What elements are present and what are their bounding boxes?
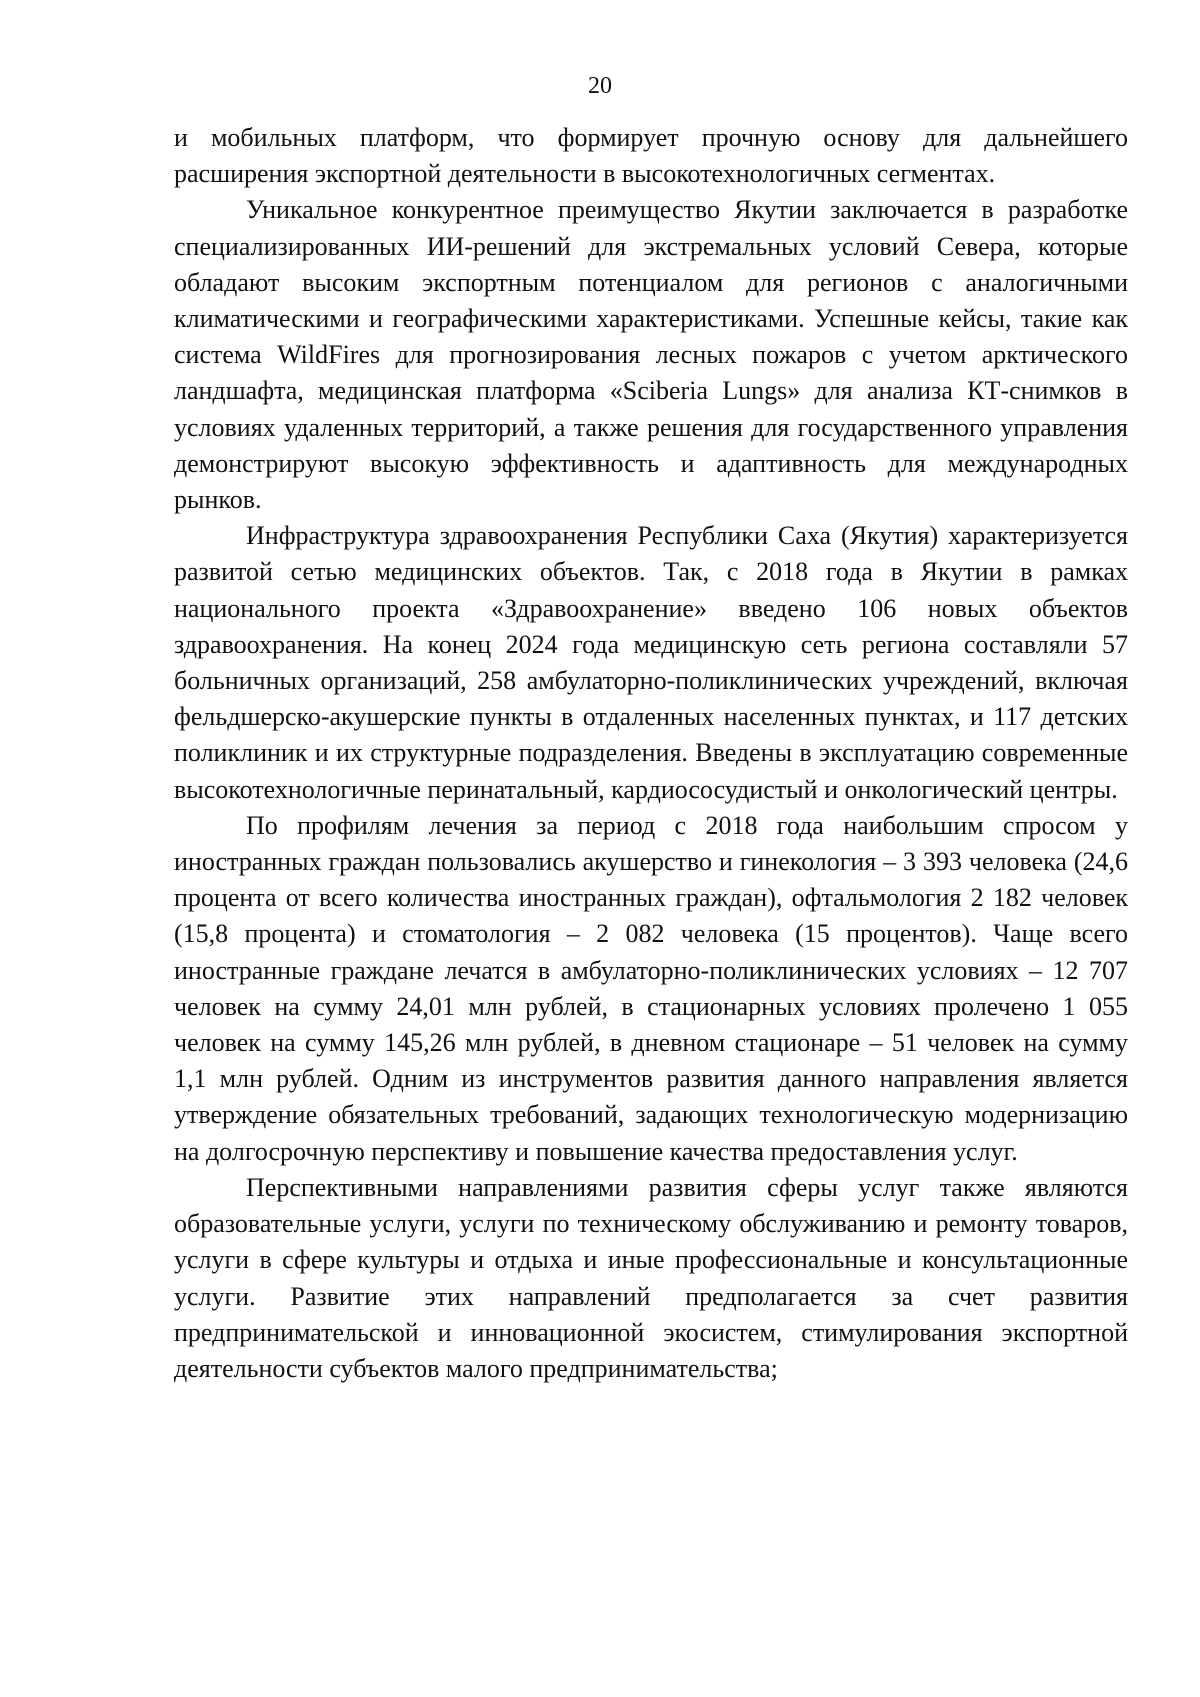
- paragraph-service-directions: Перспективными направлениями развития сферы услуг также являются образовательные услуги, услуги по техническому обслуживанию и ремонту товаров, услуги в сфере культуры и отдыха и иные профессиональные и консультационные услуги. Развитие этих направлений предполагается за счет развития предпринимательской и инновационной экосистем, стимулирования экспортной деятельности субъектов малого предпринимательства;: [174, 1172, 1128, 1383]
- page-number: 20: [588, 73, 612, 99]
- paragraph-treatment-profiles: По профилям лечения за период с 2018 года наибольшим спросом у иностранных граждан пользовались акушерство и гинекология – 3 393 человека (24,6 процента от всего количества иностранных граждан), офтальмология 2 182 человек (15,8 процента) и стоматология – 2 082 человека (15 процентов). Чаще всего иностранные граждане лечатся в амбулаторно-поликлинических условиях – 12 707 человек на сумму 24,01 млн рублей, в стационарных условиях пролечено 1 055 человек на сумму 145,26 млн рублей, в дневном стационаре – 51 человек на сумму 1,1 млн рублей. Одним из инструментов развития данного направления является утверждение обязательных требований, задающих технологическую модернизацию на долгосрочную перспективу и повышение качества предоставления услуг.: [174, 810, 1128, 1166]
- paragraph-continuation: и мобильных платформ, что формирует прочную основу для дальнейшего расширения экспортной деятельности в высокотехнологичных сегментах.: [174, 123, 1128, 189]
- document-body: [174, 120, 1128, 1387]
- paragraph-healthcare-infrastructure: Инфраструктура здравоохранения Республики Саха (Якутия) характеризуется развитой сетью медицинских объектов. Так, с 2018 года в Якутии в рамках национального проекта «Здравоохранение» введено 106 новых объектов здравоохранения. На конец 2024 года медицинскую сеть региона составляли 57 больничных организаций, 258 амбулаторно-поликлинических учреждений, включая фельдшерско-акушерские пункты в отдаленных населенных пунктах, и 117 детских поликлиник и их структурные подразделения. Введены в эксплуатацию современные высокотехнологичные перинатальный, кардиососудистый и онкологический центры.: [174, 521, 1128, 804]
- paragraph-ai-advantage: Уникальное конкурентное преимущество Якутии заключается в разработке специализированных ИИ-решений для экстремальных условий Севера, которые обладают высоким экспортным потенциалом для регионов с аналогичными климатическими и географическими характеристиками. Успешные кейсы, такие как система WildFires для прогнозирования лесных пожаров с учетом арктического ландшафта, медицинская платформа «Sciberia Lungs» для анализа КТ-снимков в условиях удаленных территорий, а также решения для государственного управления демонстрируют высокую эффективность и адаптивность для международных рынков.: [174, 195, 1128, 515]
